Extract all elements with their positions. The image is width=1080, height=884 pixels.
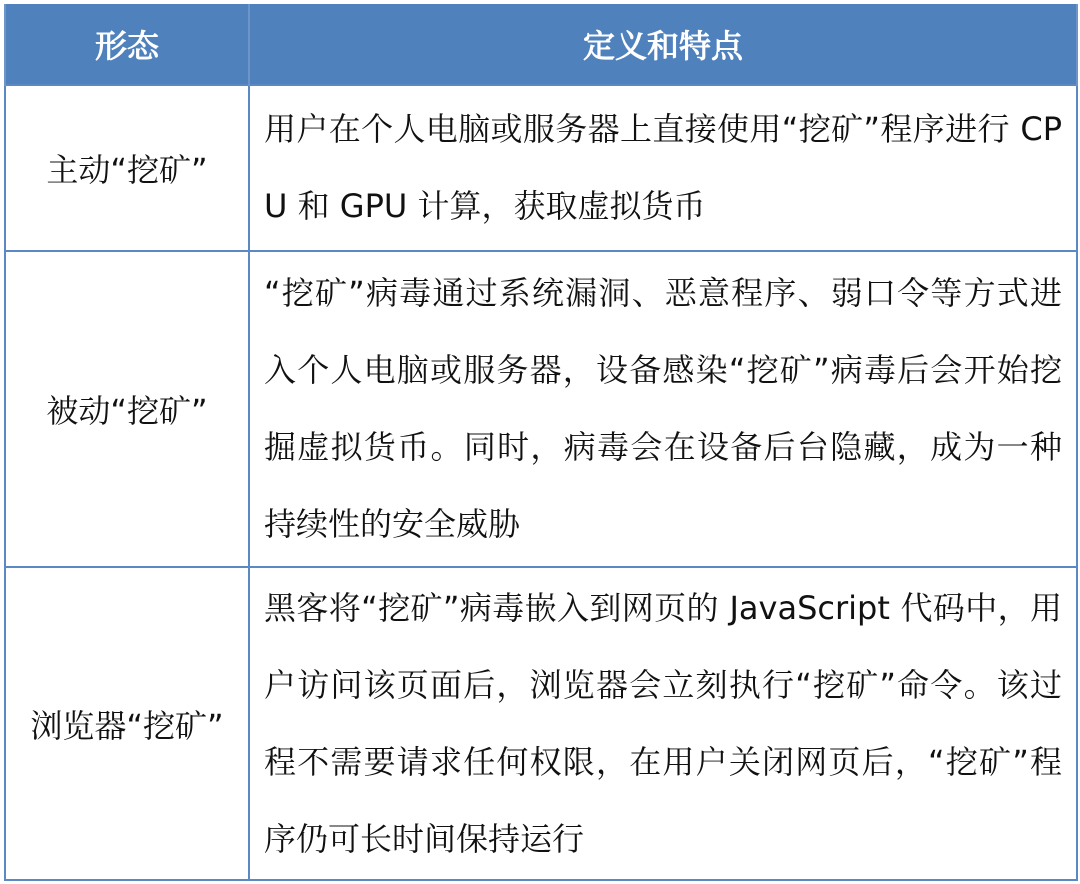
- form-cell-active: 主动“挖矿”: [5, 85, 249, 251]
- header-definition: 定义和特点: [249, 4, 1077, 85]
- description-cell-passive: “挖矿”病毒通过系统漏洞、恶意程序、弱口令等方式进入个人电脑或服务器，设备感染“挖矿”病毒后会开始挖掘虚拟货币。同时，病毒会在设备后台隐藏，成为一种持续性的安全威胁: [249, 251, 1077, 567]
- table-header: [5, 4, 1077, 85]
- table-body: [5, 85, 1077, 880]
- table-row: [5, 567, 1077, 880]
- table-row: [5, 251, 1077, 567]
- header-form: 形态: [5, 4, 249, 85]
- mining-forms-table: [4, 4, 1078, 881]
- description-cell-browser: 黑客将“挖矿”病毒嵌入到网页的 JavaScript 代码中，用户访问该页面后，浏览器会立刻执行“挖矿”命令。该过程不需要请求任何权限，在用户关闭网页后，“挖矿”程序仍可长时间保持运行: [249, 567, 1077, 880]
- table-row: [5, 85, 1077, 251]
- form-cell-browser: 浏览器“挖矿”: [5, 567, 249, 880]
- form-cell-passive: 被动“挖矿”: [5, 251, 249, 567]
- header-row: [5, 4, 1077, 85]
- description-cell-active: 用户在个人电脑或服务器上直接使用“挖矿”程序进行 CPU 和 GPU 计算，获取虚拟货币: [249, 85, 1077, 251]
